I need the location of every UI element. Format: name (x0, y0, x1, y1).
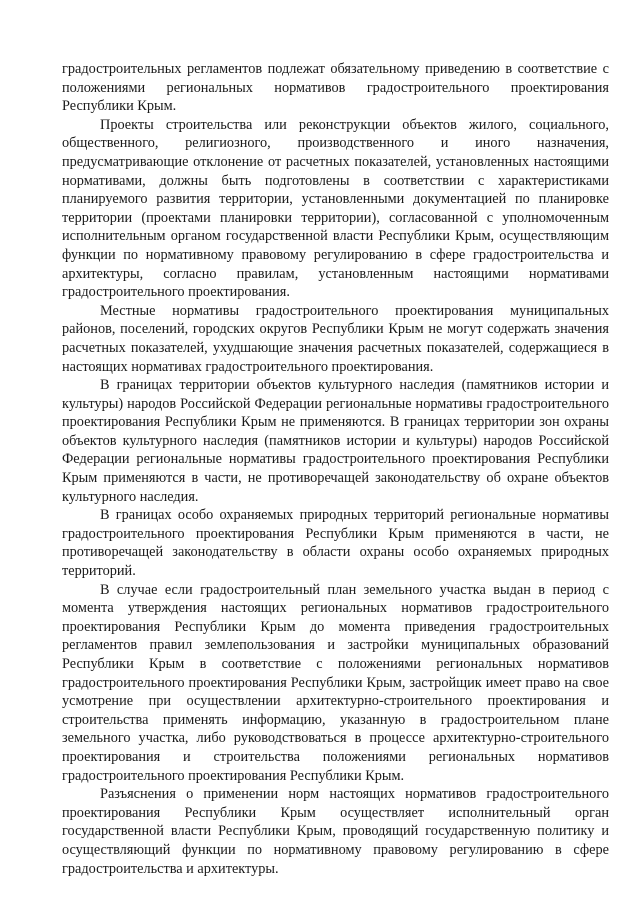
paragraph-cultural-heritage: В границах территории объектов культурного наследия (памятников истории и культуры) народов Российской Федерации региональные нормативы градостроительного проектирования Республики Крым не применяются. В границах территории зон охраны объектов культурного наследия (памятников истории и культуры) народов Российской Федерации региональные нормативы градостроительного проектирования Республики Крым применяются в части, не противоречащей законодательству об охране объектов культурного наследия. (62, 377, 609, 505)
paragraph-project-deviations: Проекты строительства или реконструкции объектов жилого, социального, общественного, религиозного, производственного и иного назначения, предусматривающие отклонение от расчетных показателей, установленных настоящими нормативами, должны быть подготовлены в соответствии с характеристиками планируемого развития территории, установленными документацией по планировке территории (проектами планировки территории), согласованной с уполномоченным исполнительным органом государственной власти Республики Крым, осуществляющим функции по нормативному правовому регулированию в сфере градостроительства и архитектуры, согласно правилам, установленным настоящими нормативами градостроительного проектирования. (62, 116, 609, 301)
paragraph-continuation: градостроительных регламентов подлежат обязательному приведению в соответствие с положениями региональных нормативов градостроительного проектирования Республики Крым. (62, 61, 609, 115)
document-page (62, 60, 609, 878)
paragraph-protected-areas: В границах особо охраняемых природных территорий региональные нормативы градостроительного проектирования Республики Крым применяются в части, не противоречащей законодательству в области охраны особо охраняемых природных территорий. (62, 507, 609, 580)
paragraph-local-norms: Местные нормативы градостроительного проектирования муниципальных районов, поселений, городских округов Республики Крым не могут содержать значения расчетных показателей, ухудшающие значения расчетных показателей, содержащиеся в настоящих нормативах градостроительного проектирования. (62, 302, 609, 375)
paragraph-land-plot-plan: В случае если градостроительный план земельного участка выдан в период с момента утверждения настоящих региональных нормативов градостроительного проектирования Республики Крым до момента приведения градостроительных регламентов правил землепользования и застройки муниципальных образований Республики Крым в соответствие с положениями региональных нормативов градостроительного проектирования Республики Крым, застройщик имеет право на свое усмотрение при осуществлении архитектурно-строительного проектирования и строительства применять информацию, указанную в градостроительном плане земельного участка, либо руководствоваться в процессе архитектурно-строительного проектирования и строительства положениями региональных нормативов градостроительного проектирования Республики Крым. (62, 581, 609, 784)
paragraph-clarifications: Разъяснения о применении норм настоящих нормативов градостроительного проектирования Республики Крым осуществляет исполнительный орган государственной власти Республики Крым, проводящий государственную политику и осуществляющий функции по нормативному правовому регулированию в сфере градостроительства и архитектуры. (62, 786, 609, 877)
